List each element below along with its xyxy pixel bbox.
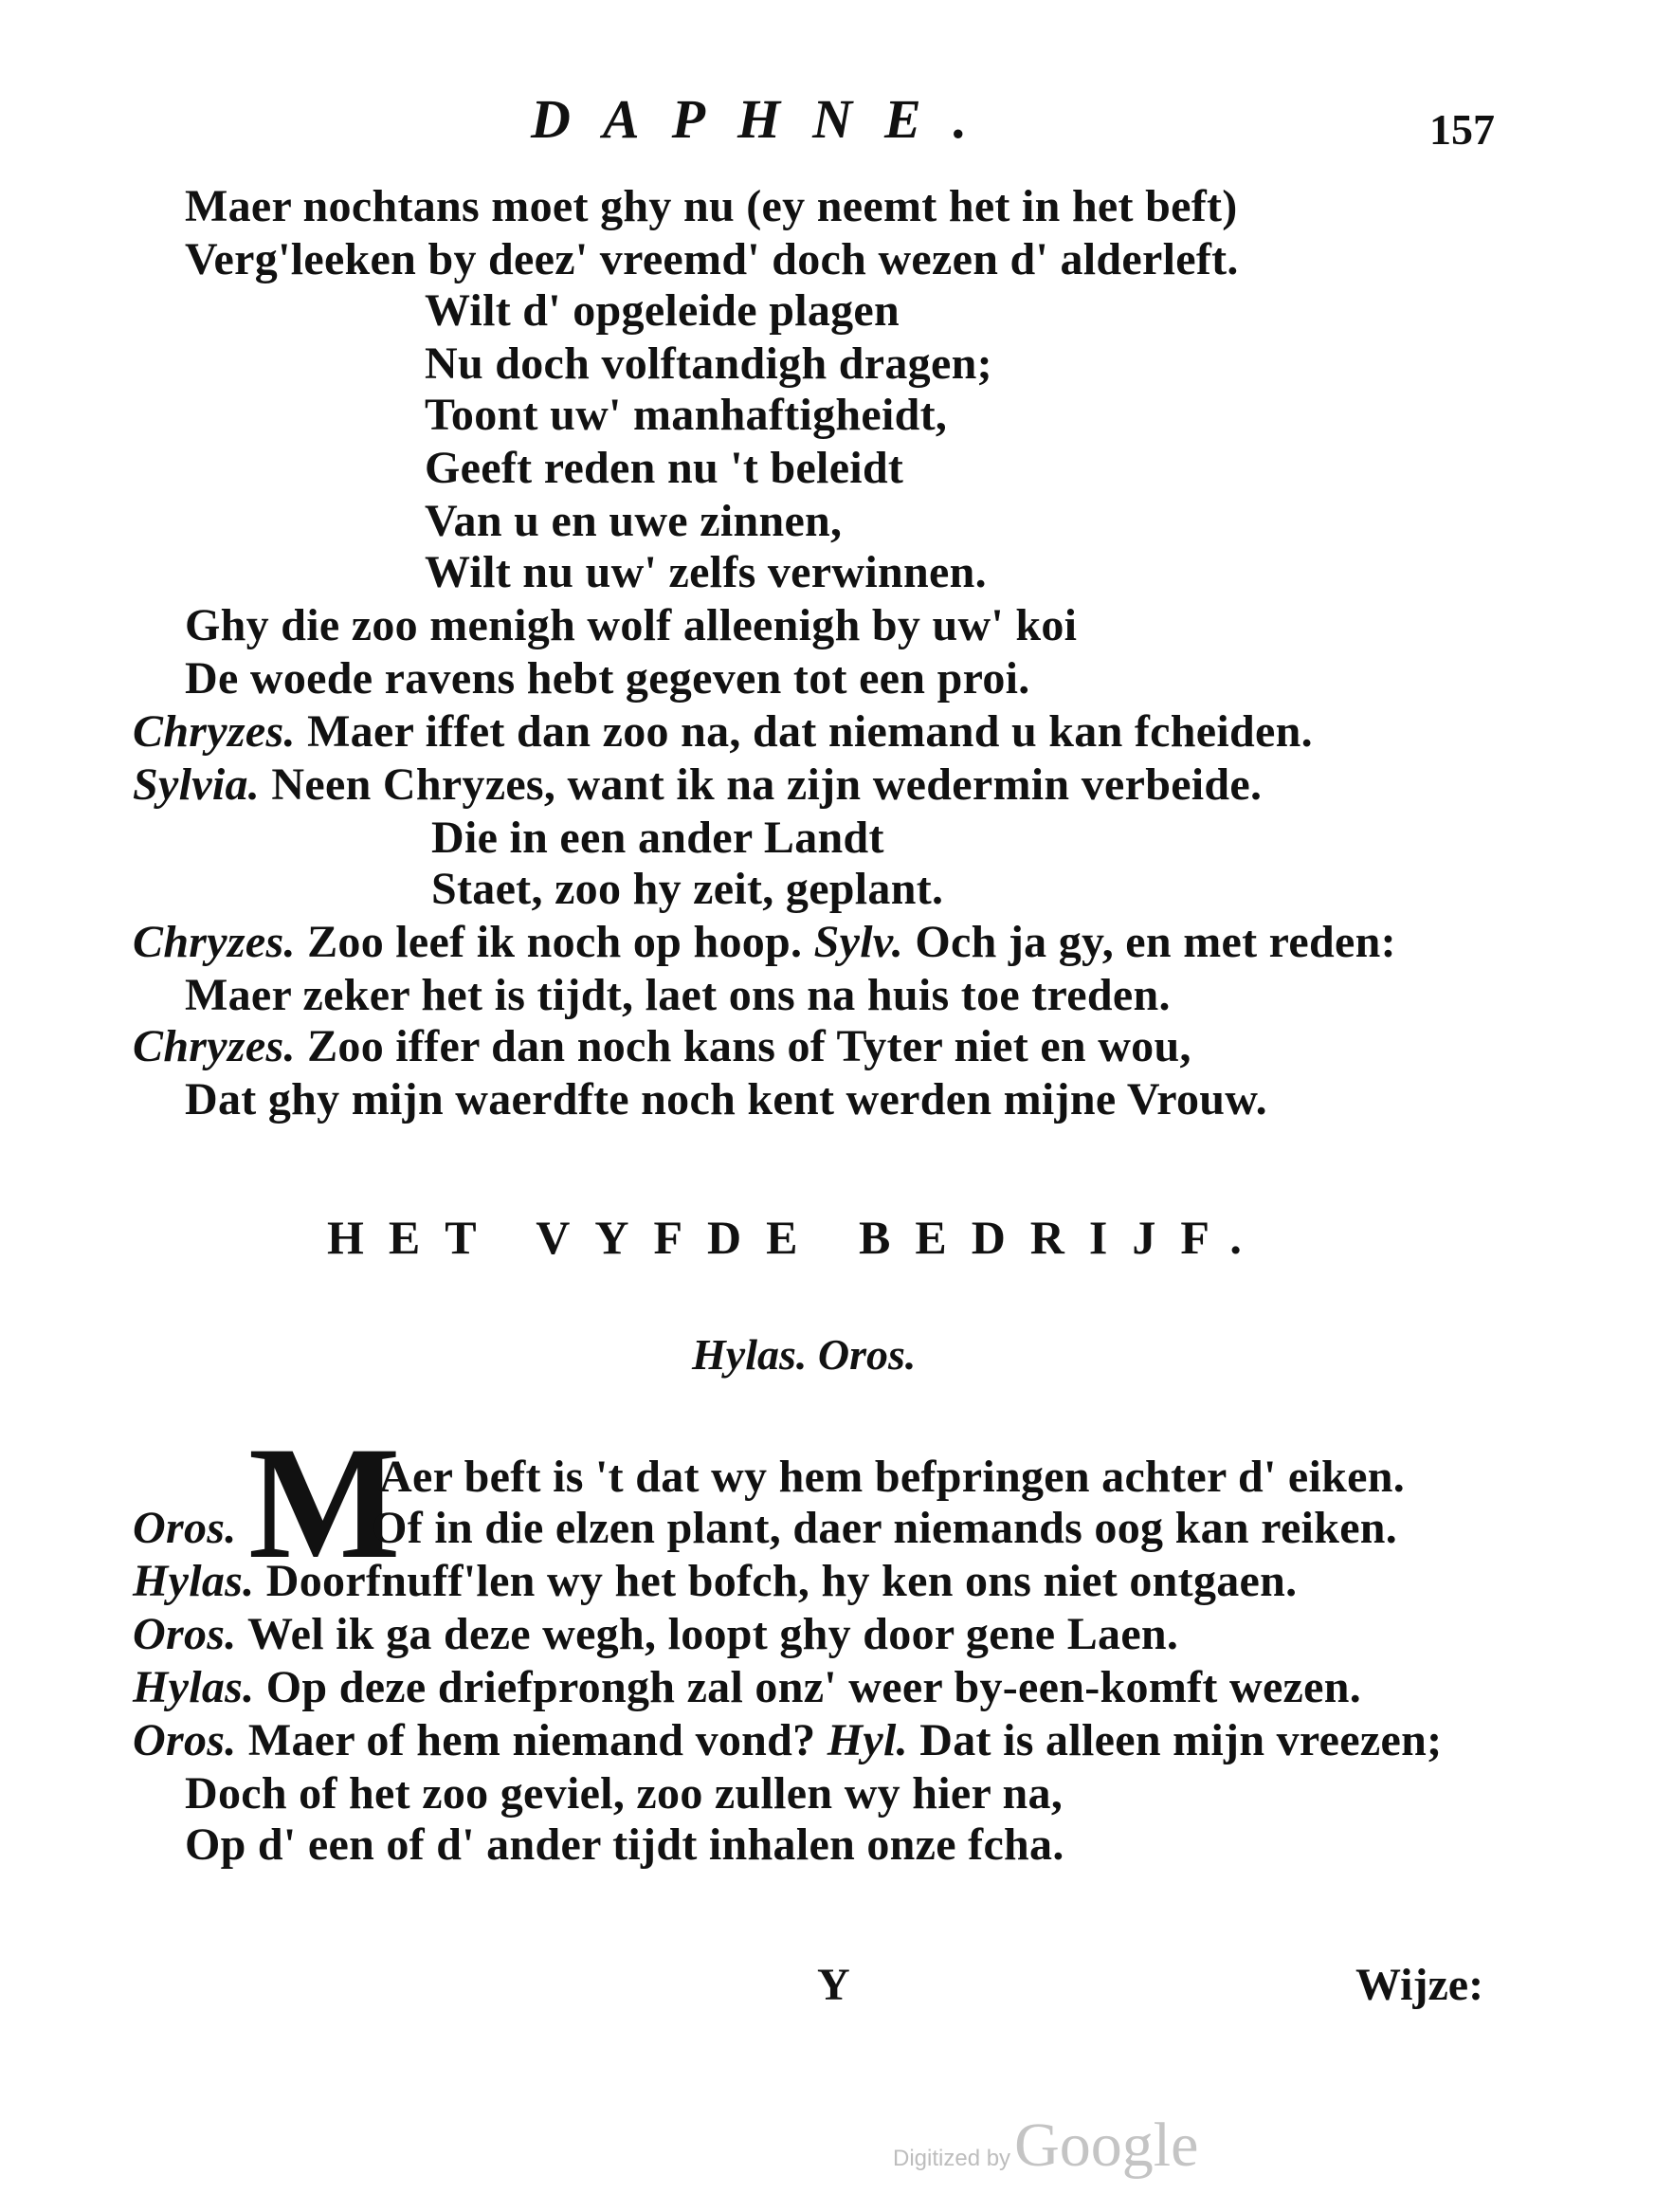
speaker-name: Chryzes. [133, 917, 296, 967]
verse-line [425, 546, 987, 599]
verse-text: Wilt nu uw' zelfs verwinnen. [425, 547, 987, 597]
digitized-by-watermark [893, 2110, 1198, 2182]
verse-line [425, 389, 947, 442]
speaker-name: Oros. [133, 1609, 237, 1659]
act-heading: HET VYFDE BEDRIJF. [327, 1211, 1266, 1264]
verse-line [431, 812, 884, 865]
scene-heading: Hylas. Oros. [692, 1330, 917, 1379]
speech-line [133, 1714, 1442, 1767]
verse-text: Wel ik ga deze wegh, loopt ghy door gene Laen. [246, 1609, 1179, 1659]
verse-text: Maer zeker het is tijdt, laet ons na huis toe treden. [185, 970, 1171, 1020]
speech-line [133, 1502, 1397, 1555]
speaker-name: Chryzes. [133, 706, 296, 757]
speaker-name: Sylvia. [133, 759, 261, 810]
speech-line [133, 759, 1262, 812]
verse-text: Zoo iffer dan noch kans of Tyter niet en wou, [307, 1021, 1191, 1071]
speaker-name: Hylas. [133, 1556, 255, 1606]
verse-line [185, 1073, 1267, 1126]
verse-text: Zoo leef ik noch op hoop. [307, 917, 803, 967]
verse-text: Maer of hem niemand vond? [247, 1715, 816, 1765]
verse-text: Och ja gy, en met reden: [915, 917, 1396, 967]
speaker-name: Sylv. [813, 917, 904, 967]
verse-text: Op deze driefprongh zal onz' weer by-een-komft wezen. [265, 1662, 1362, 1712]
verse-text: Of in die elzen plant, daer niemands oog kan reiken. [372, 1503, 1398, 1553]
verse-text: Dat ghy mijn waerdfte noch kent werden mijne Vrouw. [185, 1074, 1267, 1124]
speech-line [133, 705, 1313, 759]
speech-line [133, 1661, 1361, 1714]
verse-text: Geeft reden nu 't beleidt [425, 443, 904, 493]
catchword: Wijze: [1355, 1960, 1484, 2010]
verse-line [425, 442, 903, 495]
verse-line [185, 599, 1077, 652]
verse-text: Die in een ander Landt [431, 813, 884, 863]
verse-line [425, 284, 900, 338]
verse-line [425, 495, 842, 548]
verse-line [185, 1819, 1064, 1872]
verse-line [185, 233, 1239, 286]
verse-text: Nu doch volftandigh dragen; [425, 338, 992, 389]
verse-line [185, 969, 1171, 1022]
digitized-by-text: Digitized by [893, 2146, 1011, 2171]
verse-line [185, 652, 1030, 705]
page-number: 157 [1429, 105, 1495, 154]
verse-text: Dat is alleen mijn vreezen; [919, 1715, 1443, 1765]
running-head: DAPHNE. [531, 88, 1000, 150]
verse-text: Van u en uwe zinnen, [425, 496, 843, 546]
verse-line [185, 180, 1238, 233]
verse-text: Maer nochtans moet ghy nu (ey neemt het in het beft) [185, 181, 1238, 231]
verse-text: Neen Chryzes, want ik na zijn wedermin verbeide. [271, 759, 1263, 810]
signature-mark: Y [817, 1960, 850, 2010]
speaker-name: Hyl. [827, 1715, 908, 1765]
speaker-name: Oros. [133, 1715, 237, 1765]
verse-text: Verg'leeken by deez' vreemd' doch wezen d' alderleft. [185, 234, 1239, 284]
verse-text: Op d' een of d' ander tijdt inhalen onze fcha. [185, 1819, 1064, 1870]
verse-text: Aer beft is 't dat wy hem befpringen achter d' eiken. [379, 1452, 1406, 1502]
verse-text: Maer iffet dan zoo na, dat niemand u kan fcheiden. [307, 706, 1313, 757]
speech-line [133, 1608, 1178, 1661]
drop-cap: M [248, 1414, 401, 1592]
verse-line [379, 1451, 1405, 1504]
verse-line [425, 338, 992, 391]
speaker-name: Chryzes. [133, 1021, 296, 1071]
verse-text: Doch of het zoo geviel, zoo zullen wy hier na, [185, 1768, 1064, 1819]
verse-text: De woede ravens hebt gegeven tot een proi. [185, 653, 1030, 704]
verse-line [431, 863, 943, 916]
speech-line [133, 916, 1396, 969]
verse-text: Toont uw' manhaftigheidt, [425, 390, 948, 440]
verse-text: Staet, zoo hy zeit, geplant. [431, 864, 944, 914]
speech-line [133, 1020, 1191, 1073]
speech-line [133, 1555, 1297, 1608]
verse-text: Wilt d' opgeleide plagen [425, 285, 900, 336]
speaker-name: Hylas. [133, 1662, 255, 1712]
speaker-name: Oros. [133, 1503, 237, 1553]
google-logo: Google [1014, 2111, 1199, 2180]
verse-text: Doorfnuff'len wy het bofch, hy ken ons niet ontgaen. [265, 1556, 1298, 1606]
verse-text: Ghy die zoo menigh wolf alleenigh by uw' koi [185, 600, 1078, 650]
verse-line [185, 1767, 1063, 1820]
